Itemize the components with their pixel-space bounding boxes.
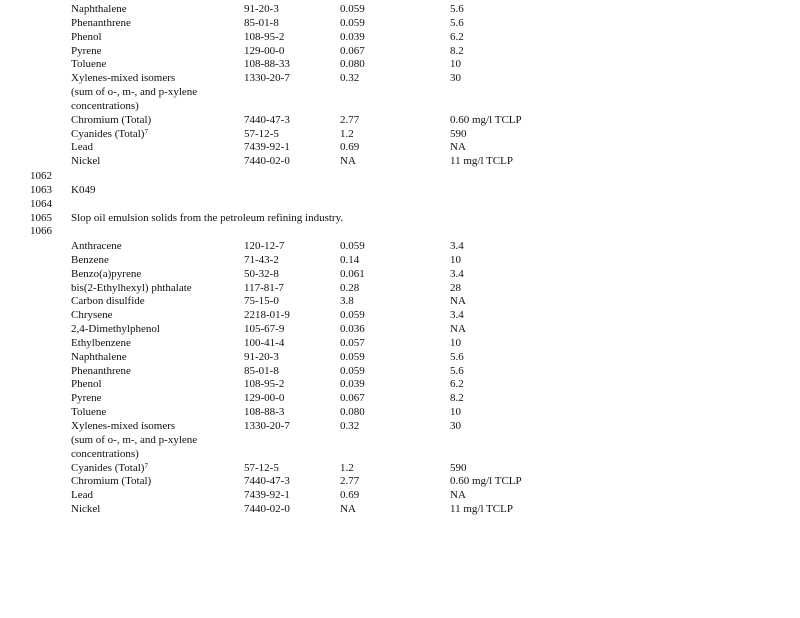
table-row [0,392,800,406]
constituent-name-cell [71,351,127,365]
cas-number: 7439-92-1 [244,141,290,154]
constituent-name-cell [71,323,160,337]
cas-number: 108-95-2 [244,378,285,391]
nonwastewater-standard: 10 [450,58,461,71]
nonwastewater-standard: 6.2 [450,30,464,43]
nonwastewater-standard: 5.6 [450,350,464,363]
wastewater-standard: 0.059 [340,3,365,15]
wastewater-standard: 1.2 [340,461,354,474]
constituent-name: (sum of o-, m-, and p-xylene [71,433,198,446]
wastewater-standard: 0.061 [340,267,365,280]
constituent-name-cell [71,420,175,434]
nonwastewater-standard: 5.6 [450,364,464,377]
nonwastewater-standard: 5.6 [450,3,464,15]
line-text: K049 [71,183,96,196]
constituent-name-cell [71,378,102,392]
constituent-name: Naphthalene [71,350,127,363]
table-row [0,309,800,323]
constituent-name-cell [71,86,197,100]
cas-number: 100-41-4 [244,336,285,349]
table-row [0,268,800,282]
line-number: 1066 [30,225,52,238]
cas-number: 108-88-3 [244,406,285,419]
constituent-name-cell [71,141,93,155]
constituent-name-cell [71,475,151,489]
nonwastewater-standard: 6.2 [450,378,464,391]
wastewater-standard: 0.067 [340,392,365,405]
constituent-name: Toluene [71,406,107,419]
wastewater-standard: 0.059 [340,16,365,29]
table-row [0,489,800,503]
constituent-name-cell [71,128,148,142]
cas-number: 85-01-8 [244,364,279,377]
nonwastewater-standard: 8.2 [450,44,464,57]
nonwastewater-standard: 3.4 [450,309,464,322]
waste-code-section [0,170,800,239]
constituent-name: Lead [71,489,93,502]
wastewater-standard: 0.080 [340,58,365,71]
constituent-name-cell [71,365,131,379]
constituent-name: Phenanthrene [71,364,131,377]
constituent-name: Nickel [71,155,101,168]
table-row [0,240,800,254]
constituent-name-cell [71,268,141,282]
constituent-name-cell [71,337,131,351]
wastewater-standard: 0.14 [340,253,360,266]
wastewater-standard: 0.69 [340,489,360,502]
cas-number: 7439-92-1 [244,489,290,502]
table-row [0,434,800,448]
numbered-line [0,170,800,184]
table-row [0,295,800,309]
cas-number: 117-81-7 [244,281,284,294]
nonwastewater-standard: 10 [450,336,461,349]
nonwastewater-standard: NA [450,141,466,154]
nonwastewater-standard: 10 [450,406,461,419]
table-row [0,72,800,86]
table-row [0,475,800,489]
nonwastewater-standard: 5.6 [450,16,464,29]
nonwastewater-standard: 0.60 mg/l TCLP [450,113,522,126]
wastewater-standard: 0.059 [340,240,365,252]
constituent-name-cell [71,17,131,31]
constituent-name-cell [71,406,106,420]
nonwastewater-standard: NA [450,323,466,336]
cas-number: 57-12-5 [244,461,279,474]
cas-number: 2218-01-9 [244,309,290,322]
constituent-name: Benzene [71,253,109,266]
table-row [0,337,800,351]
table-row [0,420,800,434]
table-row [0,254,800,268]
cas-number: 1330-20-7 [244,72,290,85]
wastewater-standard: 0.28 [340,281,360,294]
constituent-name: Anthracene [71,240,122,252]
table-row [0,58,800,72]
nonwastewater-standard: 0.60 mg/l TCLP [450,475,522,488]
table-row [0,155,800,169]
constituent-name: Phenol [71,378,102,391]
cas-number: 57-12-5 [244,127,279,140]
nonwastewater-standard: 11 mg/l TCLP [450,503,513,516]
nonwastewater-standard: NA [450,295,466,308]
footnote-marker: 7 [144,127,148,136]
wastewater-standard: 0.059 [340,350,365,363]
cas-number: 75-15-0 [244,295,279,308]
table-row [0,17,800,31]
table-row [0,406,800,420]
constituent-name: Chrysene [71,309,113,322]
wastewater-standard: 0.067 [340,44,365,57]
numbered-line [0,184,800,198]
cas-number: 91-20-3 [244,3,279,15]
nonwastewater-standard: 11 mg/l TCLP [450,155,513,168]
nonwastewater-standard: 8.2 [450,392,464,405]
cas-number: 50-32-8 [244,267,279,280]
nonwastewater-standard: 30 [450,419,461,432]
constituent-name-cell [71,489,93,503]
constituent-name-cell [71,503,100,517]
cas-number: 1330-20-7 [244,419,290,432]
line-number: 1065 [30,211,52,224]
nonwastewater-standard: 28 [450,281,461,294]
wastewater-standard: 0.039 [340,30,365,43]
cas-number: 105-67-9 [244,323,285,336]
wastewater-standard: 0.32 [340,419,360,432]
wastewater-standard: 0.059 [340,364,365,377]
constituent-name: Cyanides (Total) [71,461,145,474]
constituent-name-cell [71,155,100,169]
table-row [0,503,800,517]
constituent-name: Chromium (Total) [71,475,152,488]
wastewater-standard: 0.69 [340,141,360,154]
table-row [0,3,800,17]
constituent-name-cell [71,434,197,448]
line-text: Slop oil emulsion solids from the petroleum refining industry. [71,211,344,224]
table-row [0,378,800,392]
table-row [0,448,800,462]
constituent-name-cell [71,72,175,86]
cas-number: 71-43-2 [244,253,279,266]
cas-number: 7440-02-0 [244,503,290,516]
wastewater-standard: 3.8 [340,295,354,308]
constituent-name: Toluene [71,58,107,71]
table-row [0,100,800,114]
table-row [0,323,800,337]
numbered-line [0,198,800,212]
constituent-name-cell [71,392,102,406]
table-row [0,365,800,379]
cas-number: 91-20-3 [244,350,279,363]
constituent-name-cell [71,114,151,128]
constituent-name-cell [71,254,109,268]
nonwastewater-standard: 590 [450,127,467,140]
constituent-name: Xylenes-mixed isomers [71,72,176,85]
constituent-name-cell [71,100,139,114]
constituent-name-cell [71,240,122,254]
wastewater-standard: NA [340,503,356,516]
wastewater-standard: NA [340,155,356,168]
constituent-name: Carbon disulfide [71,295,145,308]
constituent-name: bis(2-Ethylhexyl) phthalate [71,281,192,294]
constituent-name: (sum of o-, m-, and p-xylene [71,86,198,99]
nonwastewater-standard: 30 [450,72,461,85]
constituent-name: Benzo(a)pyrene [71,267,142,280]
cas-number: 108-95-2 [244,30,285,43]
line-number: 1062 [30,170,52,182]
constituent-name-cell [71,309,113,323]
constituent-name: Lead [71,141,93,154]
wastewater-standard: 0.059 [340,309,365,322]
table-row [0,86,800,100]
cas-number: 129-00-0 [244,392,285,405]
constituent-name: Phenol [71,30,102,43]
constituent-name: concentrations) [71,447,139,460]
constituent-name: Nickel [71,503,101,516]
constituent-table-top [0,3,800,169]
constituent-name-cell [71,282,192,296]
constituent-name-cell [71,295,145,309]
cas-number: 7440-47-3 [244,475,290,488]
table-row [0,31,800,45]
wastewater-standard: 0.036 [340,323,365,336]
wastewater-standard: 0.080 [340,406,365,419]
wastewater-standard: 1.2 [340,127,354,140]
table-row [0,45,800,59]
wastewater-standard: 0.039 [340,378,365,391]
line-number: 1064 [30,197,52,210]
constituent-name-cell [71,45,102,59]
table-row [0,462,800,476]
cas-number: 85-01-8 [244,16,279,29]
table-row [0,128,800,142]
table-row [0,282,800,296]
constituent-name: Pyrene [71,44,102,57]
cas-number: 7440-02-0 [244,155,290,168]
constituent-name: Ethylbenzene [71,336,131,349]
table-row [0,114,800,128]
constituent-name-cell [71,3,127,17]
constituent-name: Pyrene [71,392,102,405]
constituent-name-cell [71,448,139,462]
table-row [0,351,800,365]
cas-number: 108-88-33 [244,58,290,71]
nonwastewater-standard: 3.4 [450,240,464,252]
nonwastewater-standard: 590 [450,461,467,474]
constituent-table-bottom [0,240,800,517]
nonwastewater-standard: 3.4 [450,267,464,280]
line-number: 1063 [30,183,52,196]
nonwastewater-standard: NA [450,489,466,502]
cas-number: 129-00-0 [244,44,285,57]
cas-number: 120-12-7 [244,240,285,252]
footnote-marker: 7 [144,461,148,470]
constituent-name: Cyanides (Total) [71,127,145,140]
constituent-name-cell [71,31,102,45]
constituent-name-cell [71,462,148,476]
wastewater-standard: 0.057 [340,336,365,349]
constituent-name: Chromium (Total) [71,113,152,126]
wastewater-standard: 0.32 [340,72,360,85]
constituent-name: Naphthalene [71,3,127,15]
constituent-name: Xylenes-mixed isomers [71,419,176,432]
numbered-line [0,225,800,239]
constituent-name: concentrations) [71,99,139,112]
table-row [0,141,800,155]
constituent-name: 2,4-Dimethylphenol [71,323,160,336]
constituent-name: Phenanthrene [71,16,131,29]
constituent-name-cell [71,58,106,72]
cas-number: 7440-47-3 [244,113,290,126]
wastewater-standard: 2.77 [340,475,360,488]
nonwastewater-standard: 10 [450,253,461,266]
wastewater-standard: 2.77 [340,113,360,126]
numbered-line [0,212,800,226]
